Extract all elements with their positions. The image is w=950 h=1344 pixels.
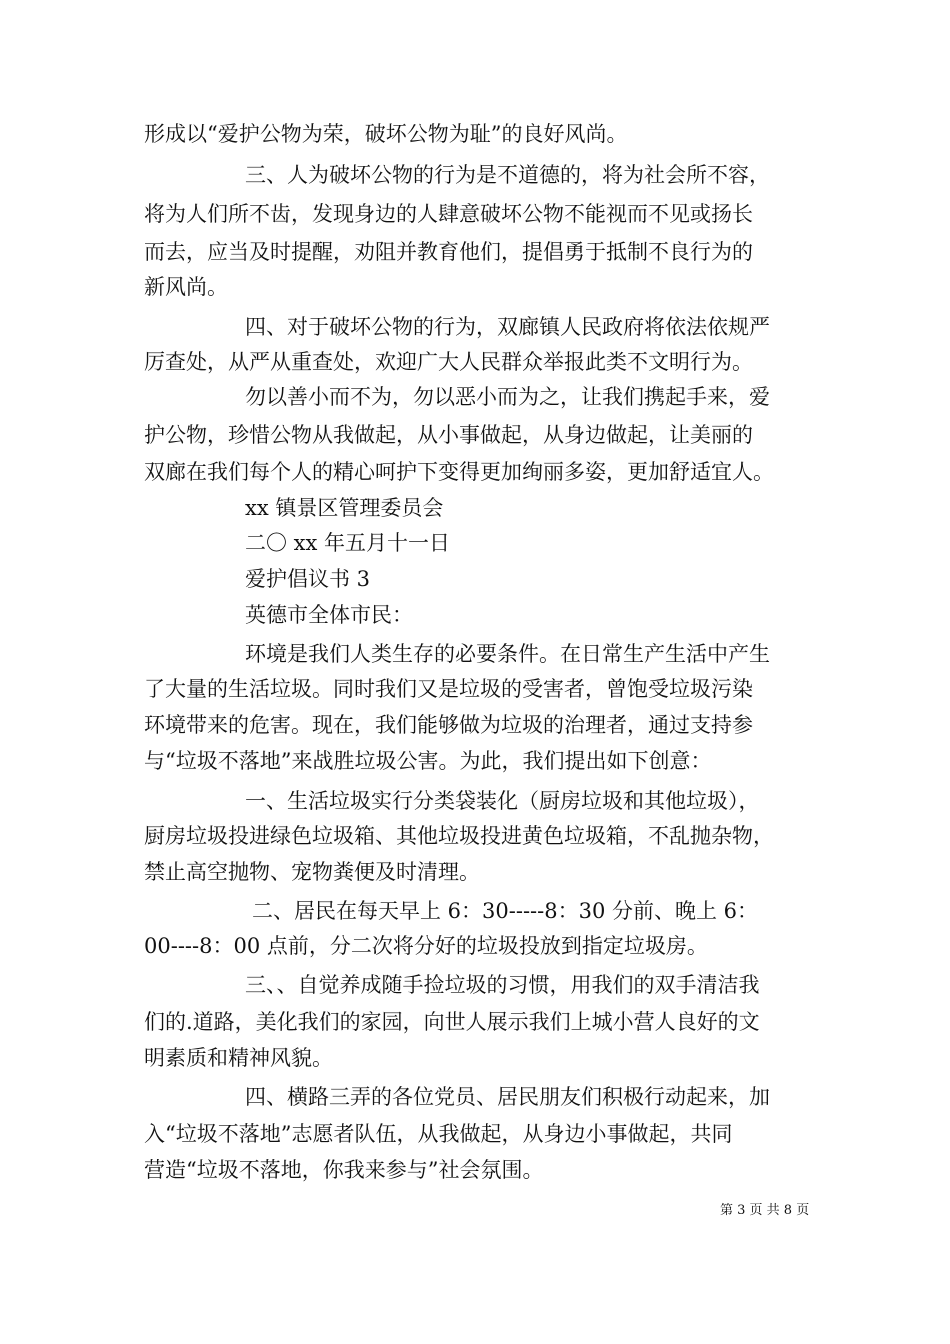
text-line: 营造“垃圾不落地，你我来参与”社会氛围。: [144, 1158, 544, 1182]
text-line: 厉查处，从严从重查处，欢迎广大人民群众举报此类不文明行为。: [144, 350, 753, 374]
text-line: 勿以善小而不为，勿以恶小而为之，让我们携起手来，爱: [245, 385, 770, 409]
text-line: 而去，应当及时提醒，劝阻并教育他们，提倡勇于抵制不良行为的: [144, 240, 753, 264]
text-line: 了大量的生活垃圾。同时我们又是垃圾的受害者，曾饱受垃圾污染: [144, 677, 753, 701]
text-line: 四、对于破坏公物的行为，双廊镇人民政府将依法依规严: [245, 315, 770, 339]
page-number: 第 3 页 共 8 页: [720, 1203, 810, 1218]
text-line: 双廊在我们每个人的精心呵护下变得更加绚丽多姿，更加舒适宜人。: [144, 460, 774, 484]
text-line: 将为人们所不齿，发现身边的人肆意破坏公物不能视而不见或扬长: [144, 202, 753, 226]
text-line: 00----8：00 点前，分二次将分好的垃圾投放到指定垃圾房。: [144, 934, 708, 958]
text-line: 形成以“爱护公物为荣，破坏公物为耻”的良好风尚。: [144, 122, 628, 146]
signature-organization: xx 镇景区管理委员会: [245, 496, 444, 520]
text-line: 环境是我们人类生存的必要条件。在日常生产生活中产生: [245, 642, 770, 666]
text-line: 四、横路三弄的各位党员、居民朋友们积极行动起来，加: [245, 1085, 770, 1109]
signature-date: 二〇 xx 年五月十一日: [245, 531, 451, 555]
text-line: 明素质和精神风貌。: [144, 1046, 333, 1070]
section-title: 爱护倡议书 3: [245, 567, 371, 591]
text-line: 护公物，珍惜公物从我做起，从小事做起，从身边做起，让美丽的: [144, 423, 753, 447]
text-line: 三、、自觉养成随手捡垃圾的习惯，用我们的双手清洁我: [245, 973, 760, 997]
text-line: 二、居民在每天早上 6：30-----8：30 分前、晚上 6：: [252, 899, 759, 923]
text-line: 一、生活垃圾实行分类袋装化（厨房垃圾和其他垃圾），: [245, 789, 760, 813]
text-line: 们的.道路，美化我们的家园，向世人展示我们上城小营人良好的文: [144, 1010, 760, 1034]
text-line: 入“垃圾不落地”志愿者队伍，从我做起，从身边小事做起，共同: [144, 1122, 733, 1146]
text-line: 新风尚。: [144, 275, 228, 299]
text-line: 禁止高空抛物、宠物粪便及时清理。: [144, 860, 480, 884]
text-line: 环境带来的危害。现在，我们能够做为垃圾的治理者，通过支持参: [144, 713, 753, 737]
text-line: 三、人为破坏公物的行为是不道德的，将为社会所不容，: [245, 163, 770, 187]
text-line: 厨房垃圾投进绿色垃圾箱、其他垃圾投进黄色垃圾箱，不乱抛杂物，: [144, 824, 774, 848]
text-line: 与“垃圾不落地”来战胜垃圾公害。为此，我们提出如下创意：: [144, 749, 712, 773]
salutation: 英德市全体市民：: [245, 603, 413, 627]
